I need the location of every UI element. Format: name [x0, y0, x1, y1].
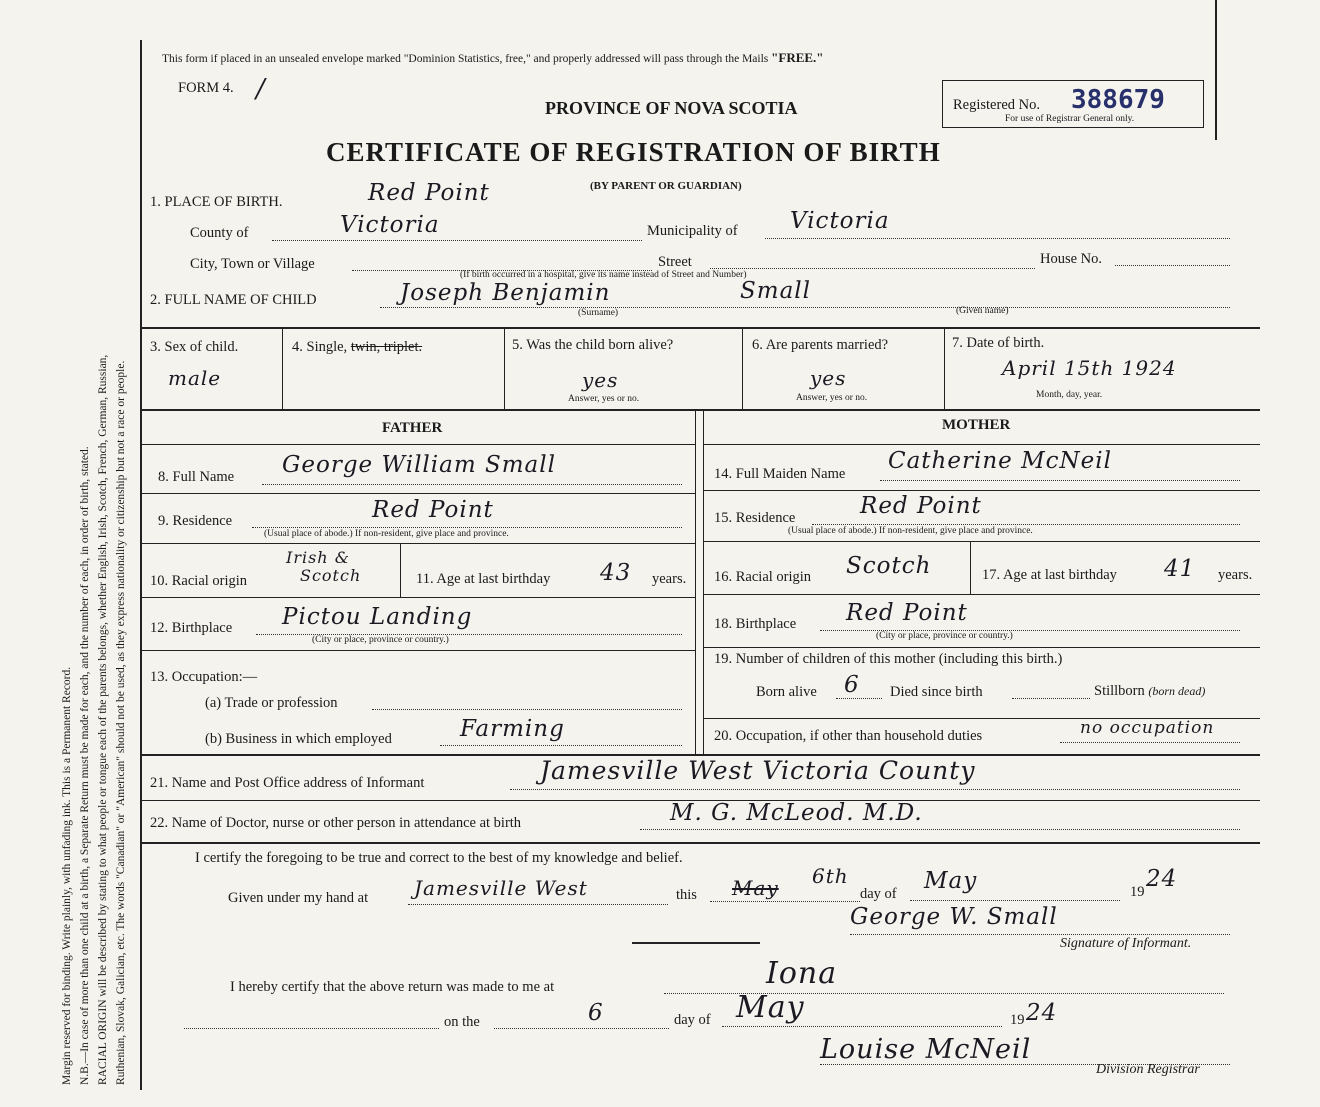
certificate-subtitle: (BY PARENT OR GUARDIAN)	[590, 180, 742, 192]
single-label: 4. Single, twin, triplet.	[292, 339, 423, 355]
mother-racial: Scotch	[846, 553, 932, 579]
father-rule-3	[142, 597, 695, 598]
born-alive-value: yes	[582, 368, 619, 392]
hospital-note: (If birth occurred in a hospital, give its name instead of Street and Number)	[460, 270, 747, 280]
father-residence-label: 9. Residence	[158, 513, 233, 529]
father-birthplace-label: 12. Birthplace	[150, 620, 233, 636]
informant-label: 21. Name and Post Office address of Informant	[150, 775, 425, 791]
mother-age-label: 17. Age at last birthday	[982, 567, 1117, 583]
year-prefix: 19	[1130, 884, 1145, 900]
registered-number: 388679	[1071, 85, 1165, 115]
stillborn-label: Stillborn (born dead)	[1094, 683, 1206, 699]
municipality-value: Victoria	[790, 208, 890, 234]
mother-years: years.	[1218, 567, 1253, 583]
rule-top-boxes	[142, 327, 1260, 329]
registrar-place: Iona	[766, 956, 838, 991]
mother-rule-3	[703, 594, 1260, 595]
father-racial-2: Scotch	[300, 566, 362, 585]
margin-note-3: RACIAL ORIGIN will be described by stating to what people or tongue each of the parents belongs, whether English, Irish, Scotch, French, German, Russian,	[97, 354, 109, 1085]
child-name-line	[380, 307, 1230, 308]
registration-year: 24	[1026, 1000, 1058, 1026]
division-registrar-label: Division Registrar	[1096, 1062, 1200, 1077]
city-label: City, Town or Village	[190, 256, 315, 272]
mail-notice: This form if placed in an unsealed envelope marked "Dominion Statistics, free," and properly addressed will pass through the Mails "FREE."	[162, 50, 824, 65]
business-line	[440, 745, 682, 746]
father-residence: Red Point	[372, 497, 494, 523]
mother-birthplace-note: (City or place, province or country.)	[876, 631, 1013, 641]
this-label: this	[676, 887, 697, 903]
informant-signature: George W. Small	[850, 904, 1058, 930]
reg-year-prefix: 19	[1010, 1012, 1025, 1028]
mother-occupation-label: 20. Occupation, if other than household duties	[714, 728, 983, 744]
trade-label: (a) Trade or profession	[205, 695, 338, 711]
certify-month: May	[924, 868, 978, 894]
mother-occupation-line	[1060, 742, 1240, 743]
mother-residence-label: 15. Residence	[714, 510, 796, 526]
died-line	[1012, 698, 1090, 699]
father-name-line	[262, 484, 682, 485]
place-label: 1. PLACE OF BIRTH.	[150, 194, 283, 210]
business-label: (b) Business in which employed	[205, 731, 392, 747]
month-line	[910, 900, 1120, 901]
certify-year: 24	[1146, 866, 1178, 892]
registered-number-box	[942, 80, 1204, 128]
registered-label: Registered No.	[953, 97, 1040, 113]
father-years: years.	[652, 571, 687, 587]
father-heading-rule	[142, 444, 695, 445]
box-divider-2	[504, 329, 505, 409]
margin-note-2: N.B.—In case of more than one child at a birth, a Separate Return must be made for each, and the number of each, in order of birth, stated.	[79, 446, 91, 1085]
mother-age: 41	[1164, 556, 1196, 582]
trade-line	[372, 709, 682, 710]
province-heading: PROVINCE OF NOVA SCOTIA	[545, 98, 798, 118]
sex-label: 3. Sex of child.	[150, 339, 239, 355]
on-the-leader	[184, 1028, 439, 1029]
mother-heading-rule	[703, 444, 1260, 445]
doctor-label: 22. Name of Doctor, nurse or other person in attendance at birth	[150, 815, 522, 831]
reg-day-of-label: day of	[674, 1012, 711, 1028]
mother-heading: MOTHER	[942, 417, 1011, 433]
mother-residence-note: (Usual place of abode.) If non-resident, give place and province.	[788, 526, 1033, 536]
mother-racial-label: 16. Racial origin	[714, 569, 812, 585]
reg-month-line	[722, 1026, 1002, 1027]
certify-statement: I certify the foregoing to be true and correct to the best of my knowledge and belief.	[195, 850, 683, 866]
mother-residence-line	[812, 524, 1240, 525]
registrar-use-note: For use of Registrar General only.	[1005, 114, 1135, 124]
father-rule-4	[142, 650, 695, 651]
children-label: 19. Number of children of this mother (including this birth.)	[714, 651, 1063, 667]
county-line	[272, 240, 642, 241]
street-line	[710, 268, 1035, 269]
reg-day-line	[494, 1028, 669, 1029]
born-alive-label: 5. Was the child born alive?	[512, 337, 674, 353]
informant-line	[510, 789, 1240, 790]
rule-certify-top	[142, 842, 1260, 844]
father-birthplace: Pictou Landing	[282, 604, 473, 630]
given-under-label: Given under my hand at	[228, 890, 369, 906]
died-label: Died since birth	[890, 684, 983, 700]
mother-birthplace-label: 18. Birthplace	[714, 616, 797, 632]
separator-rule	[632, 942, 760, 944]
father-name: George William Small	[282, 452, 556, 478]
dob-note: Month, day, year.	[1036, 390, 1103, 400]
child-surname: Small	[740, 278, 811, 304]
father-rule-1	[142, 493, 695, 494]
born-alive-count-line	[836, 698, 882, 699]
mother-name: Catherine McNeil	[888, 448, 1112, 474]
house-label: House No.	[1040, 251, 1103, 267]
father-heading: FATHER	[382, 420, 443, 436]
margin-rule	[140, 40, 142, 1090]
married-note: Answer, yes or no.	[796, 393, 868, 403]
municipality-label: Municipality of	[647, 223, 738, 239]
father-racial-1: Irish &	[286, 548, 350, 567]
doctor-line	[640, 829, 1240, 830]
margin-note-4: Ruthenian, Slovak, Galician, etc. The words "Canadian" or "American" should not be used, as they express nationality or citizenship but not a race or people.	[115, 360, 127, 1085]
mother-racial-divider	[970, 541, 971, 594]
child-given-name: Joseph Benjamin	[400, 280, 611, 306]
father-birthplace-note: (City or place, province or country.)	[312, 635, 449, 645]
registrar-signature: Louise McNeil	[820, 1034, 1032, 1065]
parents-married-value: yes	[810, 366, 847, 390]
father-age-label: 11. Age at last birthday	[416, 571, 551, 587]
given-place-line	[408, 904, 668, 905]
business-value: Farming	[460, 716, 565, 742]
mother-residence: Red Point	[860, 493, 982, 519]
mother-rule-4	[703, 647, 1260, 648]
child-name-label: 2. FULL NAME OF CHILD	[150, 292, 317, 308]
alive-note: Answer, yes or no.	[568, 394, 640, 404]
county-value: Victoria	[340, 212, 440, 238]
rule-bottom-boxes	[142, 409, 1260, 411]
informant-value: Jamesville West Victoria County	[540, 756, 976, 785]
mother-name-line	[880, 480, 1240, 481]
signature-line	[850, 934, 1230, 935]
struck-word: May	[732, 876, 779, 900]
mother-rule-1	[703, 490, 1260, 491]
form-label: FORM 4.	[178, 80, 234, 96]
father-residence-line	[252, 527, 682, 528]
registration-month: May	[736, 990, 805, 1025]
box-divider-1	[282, 329, 283, 409]
box-divider-4	[944, 329, 945, 409]
mother-name-label: 14. Full Maiden Name	[714, 466, 846, 482]
born-alive-count: 6	[844, 672, 860, 698]
street-label: Street	[658, 254, 692, 270]
signature-label: Signature of Informant.	[1060, 936, 1192, 951]
given-name-note: (Given name)	[956, 306, 1009, 316]
county-label: County of	[190, 225, 249, 241]
father-racial-divider	[400, 544, 401, 597]
mother-occupation: no occupation	[1080, 718, 1215, 738]
day-line	[710, 901, 860, 902]
box-divider-3	[742, 329, 743, 409]
given-place: Jamesville West	[414, 876, 588, 900]
certify-day: 6th	[812, 864, 849, 888]
edge-mark	[1215, 0, 1217, 140]
father-residence-note: (Usual place of abode.) If non-resident, give place and province.	[264, 529, 509, 539]
margin-note-1: Margin reserved for binding. Write plainly, with unfading ink. This is a Permanent Record.	[61, 666, 73, 1085]
father-racial-label: 10. Racial origin	[150, 573, 248, 589]
column-divider-right	[703, 411, 704, 754]
day-of-label: day of	[860, 886, 897, 902]
born-alive-count-label: Born alive	[756, 684, 817, 700]
mother-birthplace: Red Point	[846, 600, 968, 626]
parents-married-label: 6. Are parents married?	[752, 337, 889, 353]
place-value: Red Point	[368, 180, 490, 206]
occupation-label: 13. Occupation:—	[150, 669, 258, 685]
doctor-value: M. G. McLeod. M.D.	[670, 800, 923, 826]
mother-rule-2	[703, 541, 1260, 542]
surname-note: (Surname)	[578, 308, 619, 318]
dob-label: 7. Date of birth.	[952, 335, 1045, 351]
sex-value: male	[168, 366, 222, 390]
municipality-line	[765, 238, 1230, 239]
column-divider-left	[695, 411, 696, 754]
registration-day: 6	[588, 1000, 604, 1026]
father-rule-2	[142, 543, 695, 544]
father-age: 43	[600, 560, 632, 586]
certificate-title: CERTIFICATE OF REGISTRATION OF BIRTH	[326, 137, 941, 167]
dob-value: April 15th 1924	[1002, 356, 1177, 380]
registrar-statement: I hereby certify that the above return was made to me at	[230, 979, 555, 995]
house-line	[1115, 265, 1230, 266]
form-mark: /	[256, 74, 266, 104]
on-the-label: on the	[444, 1014, 480, 1030]
father-name-label: 8. Full Name	[158, 469, 235, 485]
